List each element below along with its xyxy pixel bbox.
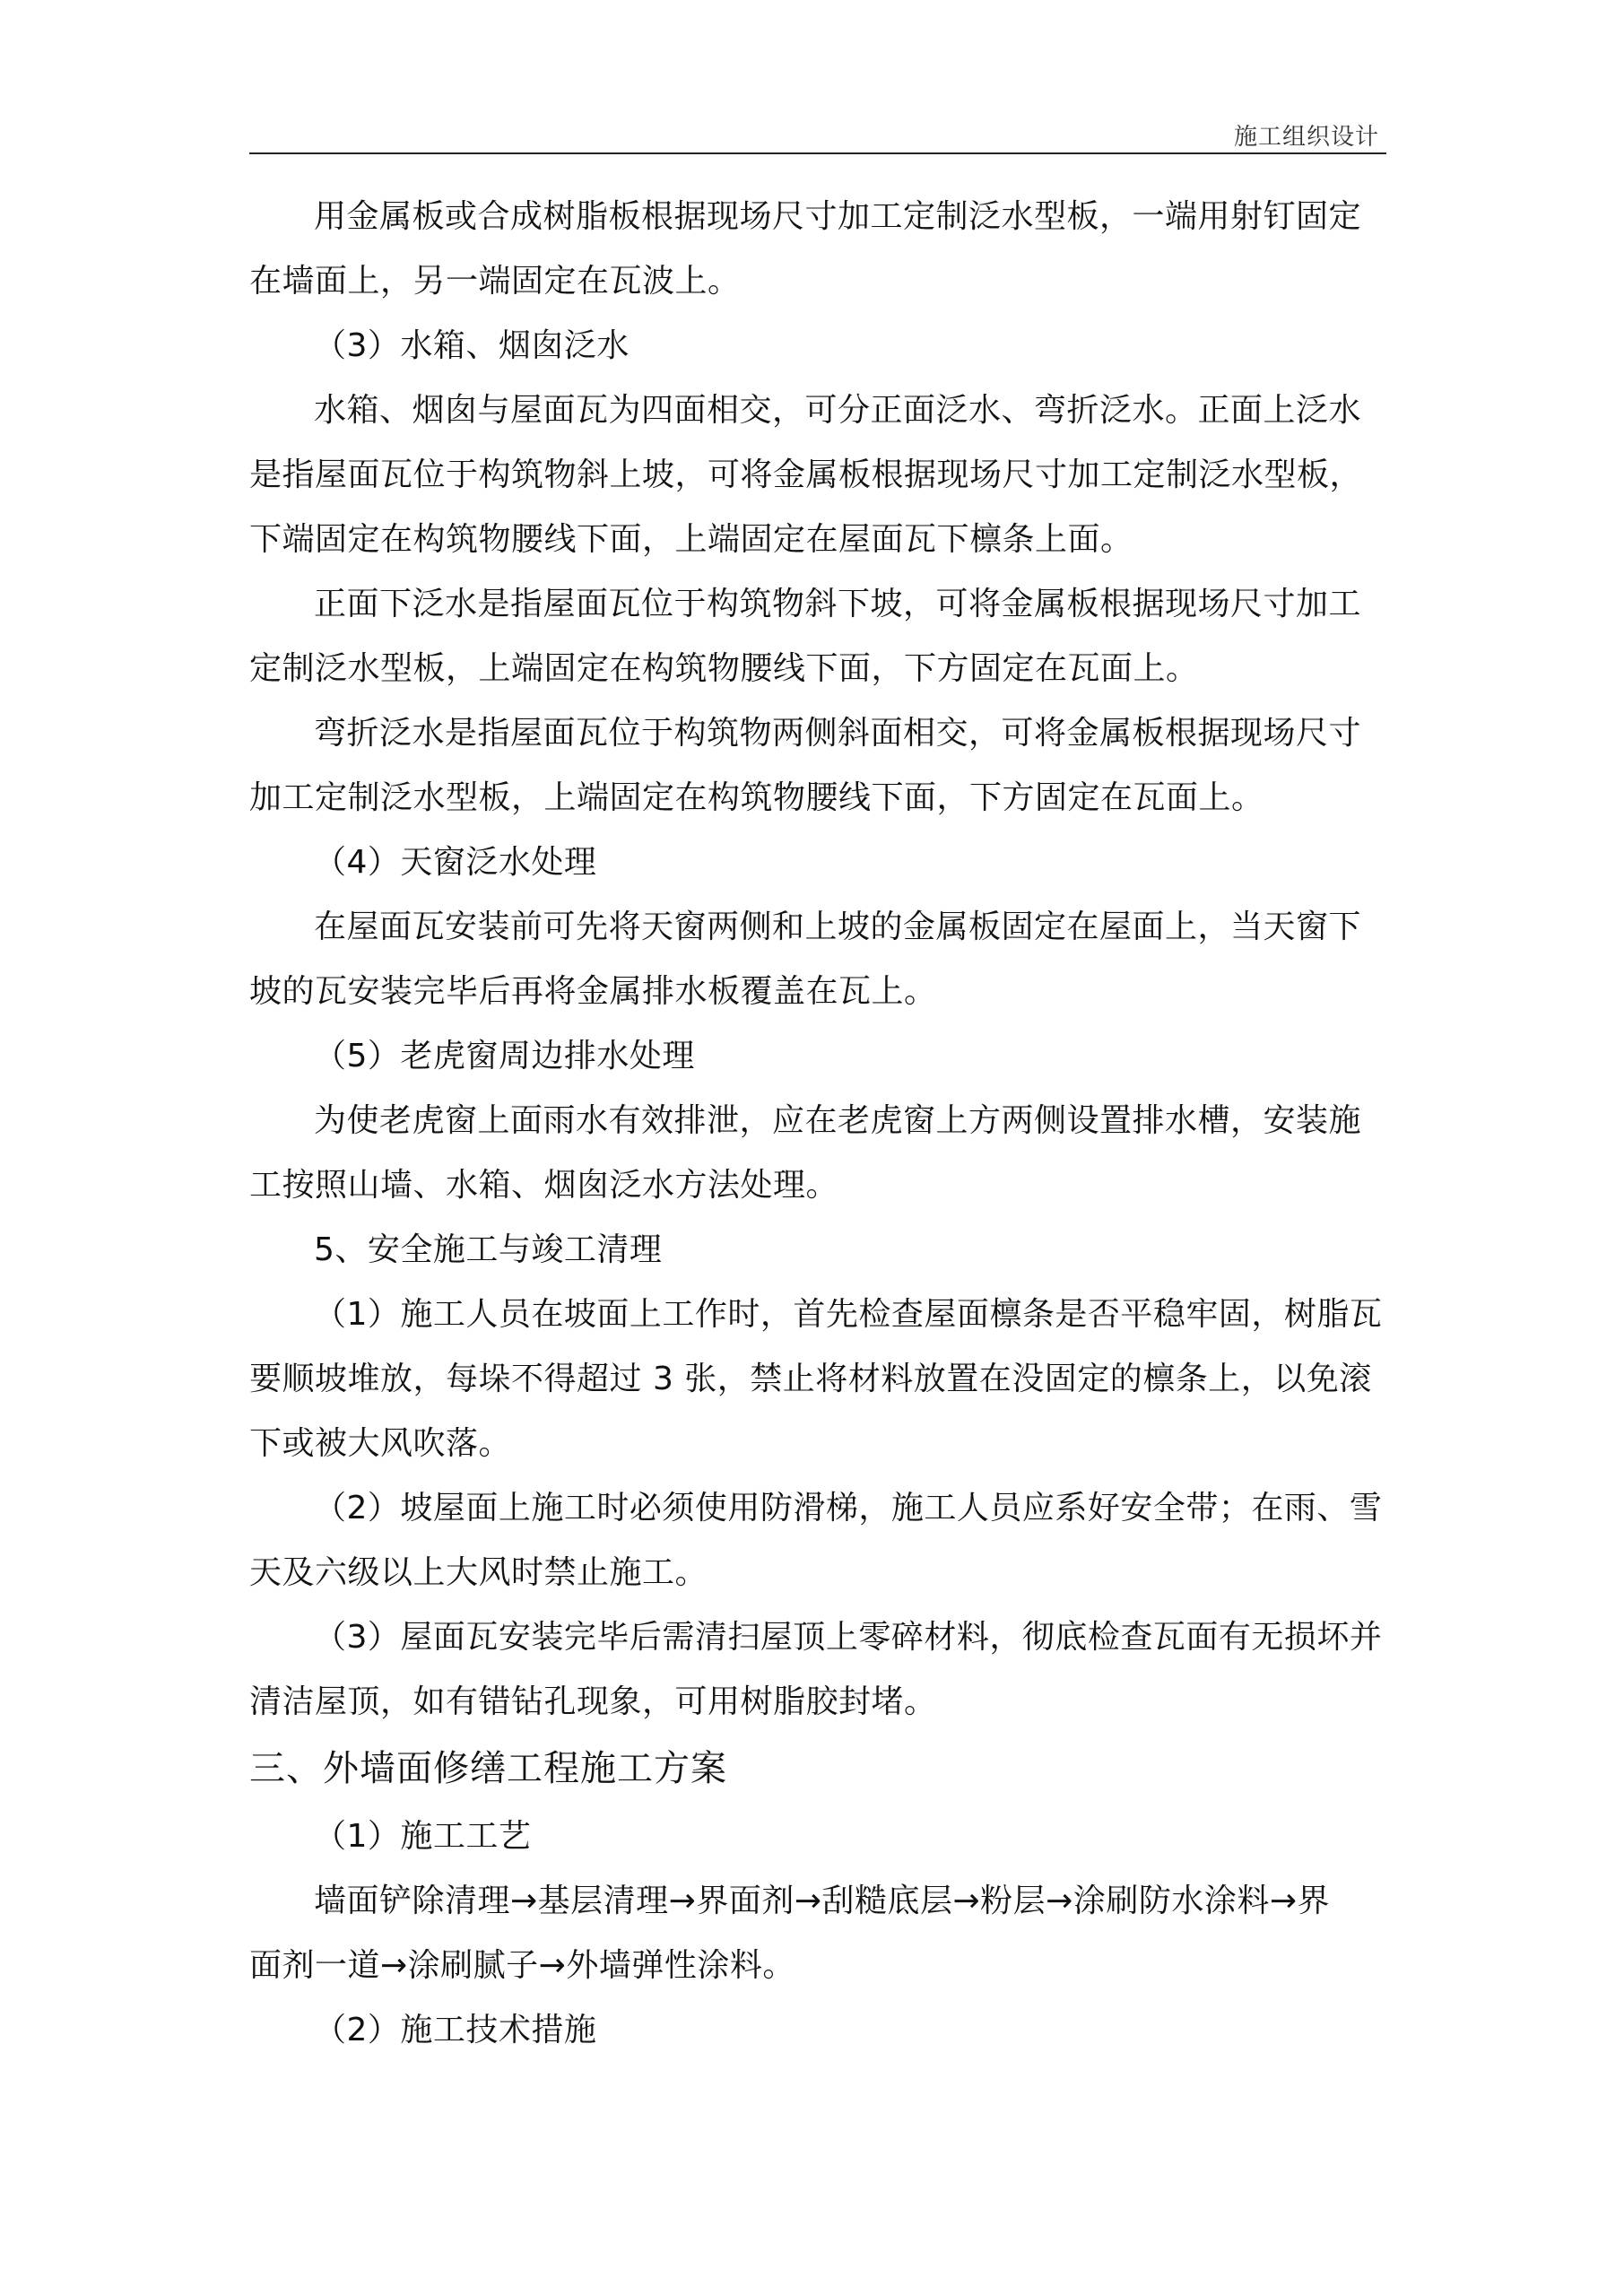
paragraph-line: 是指屋面瓦位于构筑物斜上坡，可将金属板根据现场尺寸加工定制泛水型板， [249,457,1363,493]
paragraph-line: （2）坡屋面上施工时必须使用防滑梯，施工人员应系好安全带；在雨、雪 [314,1490,1383,1526]
page-header [249,111,1386,154]
section-label: （1）施工工艺 [314,1818,532,1855]
paragraph-line: 下或被大风吹落。 [249,1425,512,1462]
paragraph-line: 加工定制泛水型板，上端固定在构筑物腰线下面，下方固定在瓦面上。 [249,779,1264,816]
paragraph-line: 用金属板或合成树脂板根据现场尺寸加工定制泛水型板，一端用射钉固定 [314,198,1362,235]
paragraph-line: 为使老虎窗上面雨水有效排泄，应在老虎窗上方两侧设置排水槽，安装施 [314,1102,1362,1139]
paragraph-line: 水箱、烟囱与屋面瓦为四面相交，可分正面泛水、弯折泛水。正面上泛水 [314,392,1362,429]
header-title: 施工组织设计 [1233,124,1379,151]
paragraph-line: （3）屋面瓦安装完毕后需清扫屋顶上零碎材料，彻底检查瓦面有无损坏并 [314,1619,1383,1656]
paragraph-line: 清洁屋顶，如有错钻孔现象，可用树脂胶封堵。 [249,1683,937,1720]
section-label: （3）水箱、烟囱泛水 [314,327,630,364]
paragraph-line: 坡的瓦安装完毕后再将金属排水板覆盖在瓦上。 [249,973,937,1010]
paragraph-line: 天及六级以上大风时禁止施工。 [249,1554,708,1591]
paragraph-line: 在屋面瓦安装前可先将天窗两侧和上坡的金属板固定在屋面上，当天窗下 [314,909,1362,945]
paragraph-line: （1）施工人员在坡面上工作时，首先检查屋面檩条是否平稳牢固，树脂瓦 [314,1296,1383,1333]
paragraph-line: 工按照山墙、水箱、烟囱泛水方法处理。 [249,1167,839,1204]
chapter-heading: 三、外墙面修缮工程施工方案 [249,1748,727,1789]
paragraph-line: 面剂一道→涂刷腻子→外墙弹性涂料。 [249,1947,795,1984]
paragraph-line: 弯折泛水是指屋面瓦位于构筑物两侧斜面相交，可将金属板根据现场尺寸 [314,715,1362,752]
paragraph-line: 要顺坡堆放，每垛不得超过 3 张，禁止将材料放置在没固定的檩条上，以免滚 [249,1361,1372,1397]
paragraph-line: 墙面铲除清理→基层清理→界面剂→刮糙底层→粉层→涂刷防水涂料→界 [314,1883,1330,1919]
section-label: （4）天窗泛水处理 [314,844,597,881]
paragraph-line: 在墙面上，另一端固定在瓦波上。 [249,263,741,300]
paragraph-line: 正面下泛水是指屋面瓦位于构筑物斜下坡，可将金属板根据现场尺寸加工 [314,586,1362,622]
section-label: 5、安全施工与竣工清理 [314,1231,663,1268]
section-label: （2）施工技术措施 [314,2012,597,2048]
paragraph-line: 定制泛水型板，上端固定在构筑物腰线下面，下方固定在瓦面上。 [249,650,1199,687]
paragraph-line: 下端固定在构筑物腰线下面，上端固定在屋面瓦下檩条上面。 [249,521,1133,558]
section-label: （5）老虎窗周边排水处理 [314,1038,695,1074]
